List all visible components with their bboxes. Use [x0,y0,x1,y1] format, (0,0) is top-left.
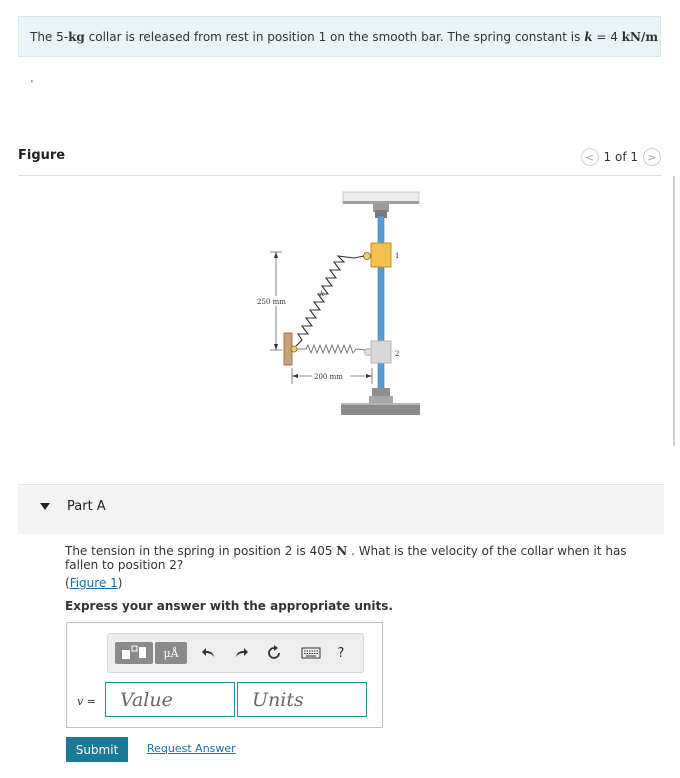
help-button[interactable] [332,642,350,664]
chevron-right-icon: > [647,150,657,164]
previous-figure-button[interactable] [581,148,599,166]
answer-box [66,622,383,728]
submit-button[interactable]: Submit [66,737,128,762]
chevron-left-icon: < [584,150,595,164]
redo-icon [233,645,249,661]
undo-icon [201,645,217,661]
math-toolbar [107,633,364,673]
arrow-up [274,252,278,258]
velocity-label [77,695,96,708]
anchor-pin [291,346,297,352]
mu-angstrom-label: μÅ [163,646,179,660]
link-close-paren: ) [117,576,123,590]
velocity-symbol: v [77,695,84,708]
units-input[interactable] [237,682,367,717]
figure-link-row [65,576,122,590]
spring-position-1 [296,256,364,346]
panel-scrollbar[interactable] [673,176,675,446]
question-prefix: The tension in the spring in position 2 is 405 [65,544,337,558]
keyboard-icon [301,646,321,660]
link-open-paren: ( [65,576,70,590]
dimension-vertical-label: 250 mm [257,298,286,306]
figure-diagram [240,188,440,420]
reset-button[interactable] [263,642,285,664]
help-icon: ? [337,645,345,661]
figure-page-count: 1 of 1 [603,150,638,164]
figure-1-link[interactable]: Figure 1 [69,576,118,590]
floor-edge [341,403,420,405]
problem-middle: collar is released from rest in position 1 on the smooth bar. The spring constant is [84,30,585,44]
next-figure-button[interactable] [643,148,661,166]
request-answer-link[interactable]: Request Answer [147,742,236,755]
ceiling-edge [343,201,419,204]
velocity-equals: = [83,695,96,708]
figure-title: Figure [18,148,66,163]
arrow-right [366,374,372,378]
question-suffix: . What is the velocity of the collar when it has fallen to position 2? [65,544,627,572]
templates-icon [119,644,149,662]
arrow-down [274,344,278,350]
problem-statement [18,16,661,85]
express-instruction: Express your answer with the appropriate units. [65,599,393,613]
bottom-mount-base [369,396,393,403]
spring-constant-symbol: k [584,30,593,44]
part-a-question [65,544,635,572]
figure-pager [581,146,661,168]
spring-label: k [320,290,325,298]
unit-kn-per-m: kN/m [621,30,659,44]
position-2-label: 2 [395,350,400,358]
collar-position-2 [371,341,391,363]
keyboard-button[interactable] [298,642,324,664]
units-symbol-button[interactable] [155,642,187,664]
arrow-left [292,374,298,378]
collar-position-1 [371,243,391,267]
reset-icon [266,645,282,661]
problem-equals: = 4 [592,30,622,44]
unit-kg: kg [68,30,85,44]
part-a-label: Part A [67,499,106,514]
dimension-horizontal-label: 200 mm [314,373,343,381]
position-1-label: 1 [395,252,400,260]
problem-suffix: . [30,71,34,85]
unit-newton: N [336,544,348,558]
pin-position-1 [364,253,371,260]
part-a-header[interactable] [18,484,664,534]
spring-collar-diagram [240,188,440,420]
redo-button[interactable] [230,642,252,664]
templates-button[interactable] [115,642,153,664]
pin-position-2 [365,349,372,356]
figure-header [18,140,661,176]
spring-position-2 [297,345,365,353]
value-input[interactable] [105,682,235,717]
problem-prefix: The 5- [30,30,69,44]
collapse-triangle-icon[interactable] [40,503,50,510]
undo-button[interactable] [198,642,220,664]
